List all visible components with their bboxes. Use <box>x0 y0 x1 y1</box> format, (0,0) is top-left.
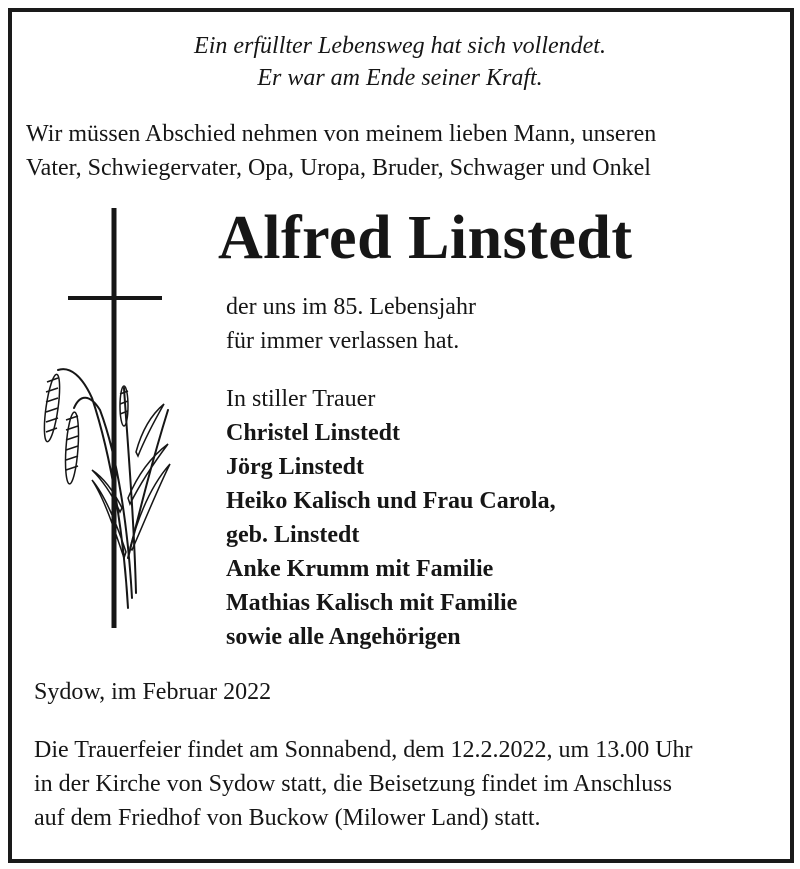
motto-line-1: Ein erfüllter Lebensweg hat sich vollendet. <box>194 33 606 59</box>
mourner-name: Heiko Kalisch und Frau Carola, <box>226 488 556 514</box>
mourner-name: geb. Linstedt <box>226 522 360 548</box>
mourning-heading: In stiller Trauer <box>226 386 376 412</box>
funeral-line-2: in der Kirche von Sydow statt, die Beisetzung findet im Anschluss <box>34 771 672 797</box>
cross-with-wheat-icon <box>28 198 178 628</box>
funeral-line-3: auf dem Friedhof von Buckow (Milower Land) statt. <box>34 805 541 831</box>
age-line: der uns im 85. Lebensjahr <box>226 294 476 320</box>
intro-line-1: Wir müssen Abschied nehmen von meinem lieben Mann, unseren <box>26 121 657 147</box>
mourner-name: Mathias Kalisch mit Familie <box>226 590 518 616</box>
intro-line-2: Vater, Schwiegervater, Opa, Uropa, Bruder, Schwager und Onkel <box>26 155 651 181</box>
deceased-name: Alfred Linstedt <box>218 204 633 272</box>
mourner-name: sowie alle Angehörigen <box>226 624 461 650</box>
departure-line: für immer verlassen hat. <box>226 328 460 354</box>
mourner-name: Jörg Linstedt <box>226 454 364 480</box>
mourner-name: Anke Krumm mit Familie <box>226 556 494 582</box>
place-date: Sydow, im Februar 2022 <box>34 679 272 705</box>
motto-line-2: Er war am Ende seiner Kraft. <box>257 65 543 91</box>
mourner-name: Christel Linstedt <box>226 420 400 446</box>
funeral-line-1: Die Trauerfeier findet am Sonnabend, dem 12.2.2022, um 13.00 Uhr <box>34 737 693 763</box>
